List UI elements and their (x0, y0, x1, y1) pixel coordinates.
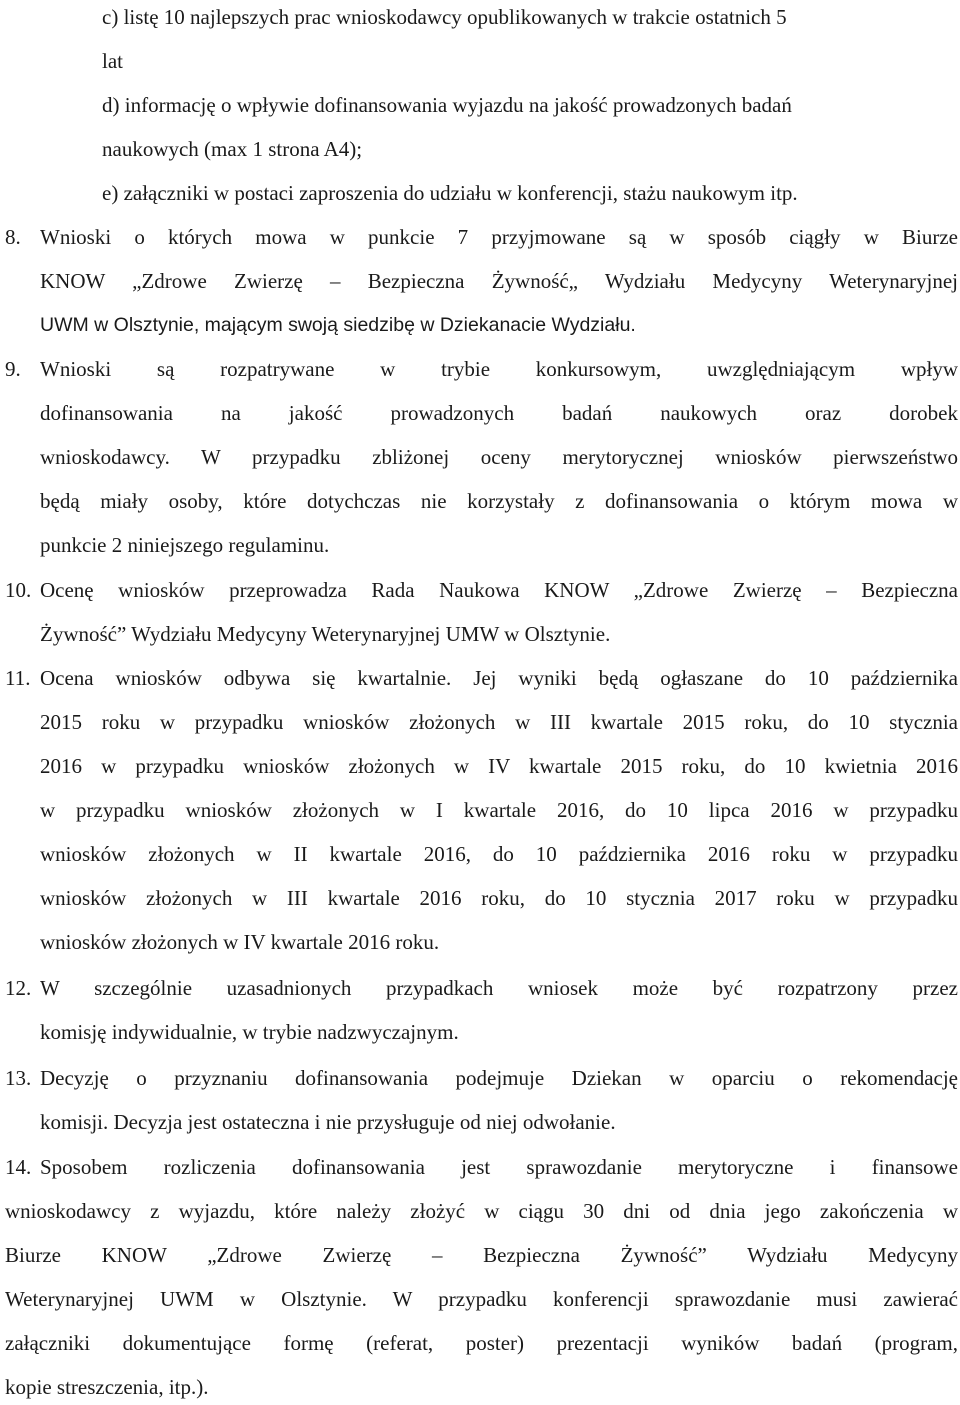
point-13-line-2: komisji. Decyzja jest ostateczna i nie przysługuje od niej odwołanie. (40, 1110, 616, 1134)
point-10-line-1: Ocenę wniosków przeprowadza Rada Naukowa KNOW „Zdrowe Zwierzę – Bezpieczna (40, 578, 958, 602)
point-11-line-6: wniosków złożonych w III kwartale 2016 roku, do 10 stycznia 2017 roku w przypadku (40, 886, 958, 910)
point-11-line-3: 2016 w przypadku wniosków złożonych w IV kwartale 2015 roku, do 10 kwietnia 2016 (40, 754, 958, 778)
point-12-line-1: W szczególnie uzasadnionych przypadkach wniosek może być rozpatrzony przez (40, 976, 958, 1000)
point-11-line-5: wniosków złożonych w II kwartale 2016, do 10 października 2016 roku w przypadku (40, 842, 958, 866)
point-9-line-4: będą miały osoby, które dotychczas nie korzystały z dofinansowania o którym mowa w (40, 489, 958, 513)
point-10-number: 10. (5, 578, 32, 602)
point-11-line-2: 2015 roku w przypadku wniosków złożonych w III kwartale 2015 roku, do 10 stycznia (40, 710, 958, 734)
item-c-line-1: c) listę 10 najlepszych prac wnioskodawcy opublikowanych w trakcie ostatnich 5 (102, 5, 787, 29)
point-14-line-3: Biurze KNOW „Zdrowe Zwierzę – Bezpieczna Żywność” Wydziału Medycyny (5, 1243, 958, 1267)
point-8-line-3: UWM w Olsztynie, mającym swoją siedzibę w Dziekanacie Wydziału. (40, 314, 636, 336)
point-14-number: 14. (5, 1155, 32, 1179)
point-14-line-2: wnioskodawcy z wyjazdu, które należy złożyć w ciągu 30 dni od dnia jego zakończenia w (5, 1199, 958, 1223)
item-d-line-1: d) informację o wpływie dofinansowania wyjazdu na jakość prowadzonych badań (102, 93, 792, 117)
point-14-line-5: załączniki dokumentujące formę (referat, poster) prezentacji wyników badań (program, (5, 1331, 958, 1355)
point-11-line-7: wniosków złożonych w IV kwartale 2016 roku. (40, 930, 440, 954)
point-9-line-3: wnioskodawcy. W przypadku zbliżonej oceny merytorycznej wniosków pierwszeństwo (40, 445, 958, 469)
item-e-line-1: e) załączniki w postaci zaproszenia do udziału w konferencji, stażu naukowym itp. (102, 181, 798, 205)
point-11-line-4: w przypadku wniosków złożonych w I kwartale 2016, do 10 lipca 2016 w przypadku (40, 798, 958, 822)
point-13-line-1: Decyzję o przyznaniu dofinansowania podejmuje Dziekan w oparciu o rekomendację (40, 1066, 958, 1090)
point-10-line-2: Żywność” Wydziału Medycyny Weterynaryjnej UMW w Olsztynie. (40, 622, 611, 646)
point-14-line-1: Sposobem rozliczenia dofinansowania jest sprawozdanie merytoryczne i finansowe (40, 1155, 958, 1179)
point-13-number: 13. (5, 1066, 32, 1090)
point-14-line-4: Weterynaryjnej UWM w Olsztynie. W przypadku konferencji sprawozdanie musi zawierać (5, 1287, 958, 1311)
point-8-line-1: Wnioski o których mowa w punkcie 7 przyjmowane są w sposób ciągły w Biurze (40, 225, 958, 249)
point-12-line-2: komisję indywidualnie, w trybie nadzwyczajnym. (40, 1020, 459, 1044)
point-9-line-5: punkcie 2 niniejszego regulaminu. (40, 533, 330, 557)
item-d-line-2: naukowych (max 1 strona A4); (102, 137, 363, 161)
point-12-number: 12. (5, 976, 32, 1000)
point-11-line-1: Ocena wniosków odbywa się kwartalnie. Jej wyniki będą ogłaszane do 10 października (40, 666, 958, 690)
point-9-line-2: dofinansowania na jakość prowadzonych badań naukowych oraz dorobek (40, 401, 958, 425)
item-c-line-2: lat (102, 49, 123, 73)
point-9-line-1: Wnioski są rozpatrywane w trybie konkursowym, uwzględniającym wpływ (40, 357, 958, 381)
point-11-number: 11. (5, 666, 31, 690)
point-8-line-2: KNOW „Zdrowe Zwierzę – Bezpieczna Żywność„ Wydziału Medycyny Weterynaryjnej (40, 269, 958, 293)
point-8-number: 8. (5, 225, 21, 249)
point-14-line-6: kopie streszczenia, itp.). (5, 1375, 209, 1399)
point-9-number: 9. (5, 357, 21, 381)
